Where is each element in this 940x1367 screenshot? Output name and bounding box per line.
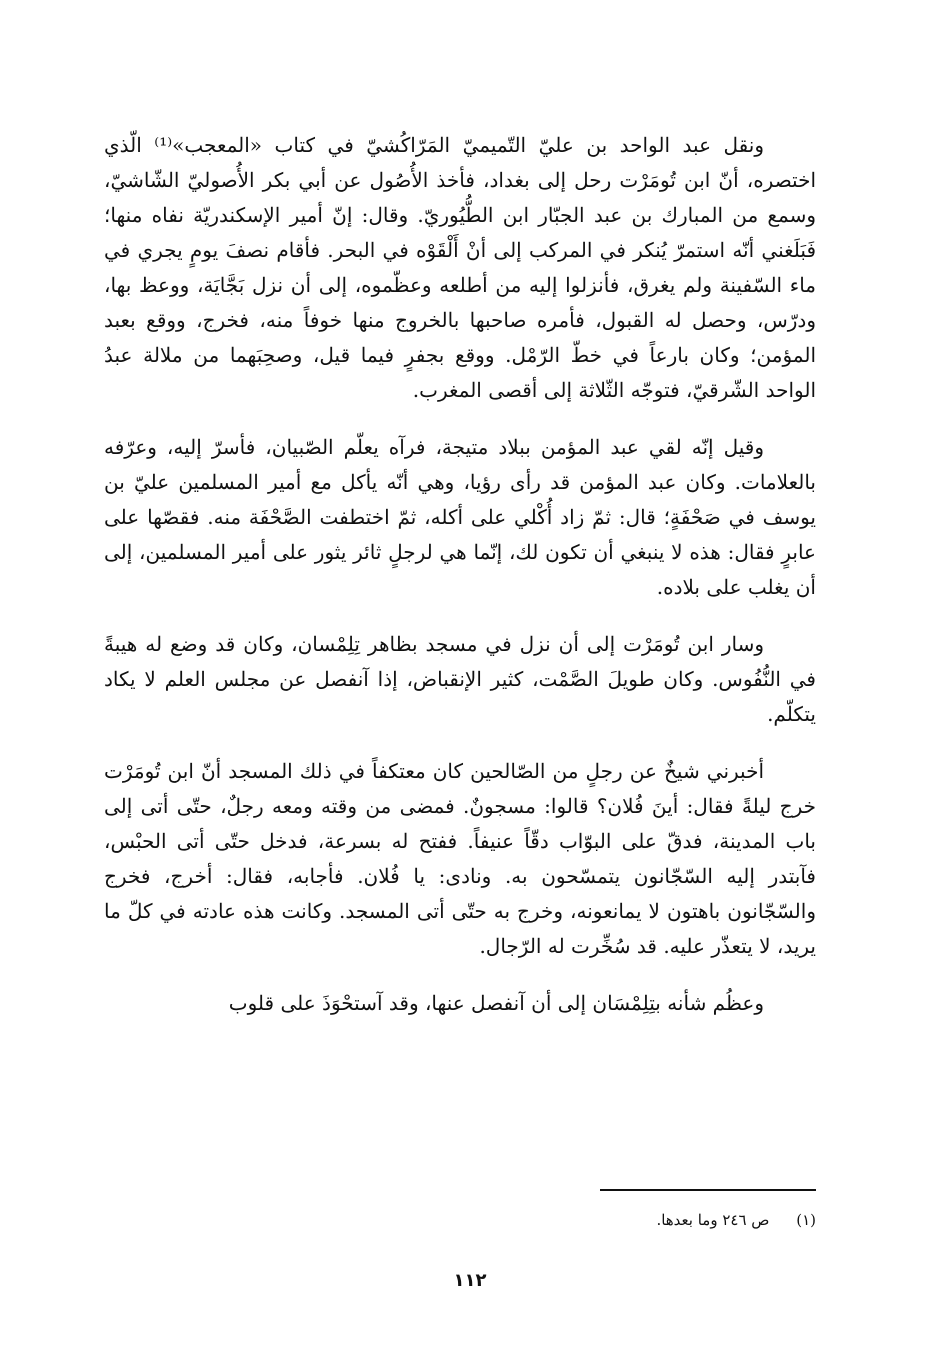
footnote-text: ص ٢٤٦ وما بعدها.	[656, 1211, 770, 1229]
page-number: ١١٢	[453, 1270, 487, 1291]
main-text	[104, 128, 816, 1039]
paragraph-2: وقيل إنّه لقي عبد المؤمن ببلاد متيجة، فرآه يعلّم الصّبيان، فأسرّ إليه، وعرّفه بالعلامات. وكان عبد المؤمن قد رأى رؤيا، وهي أنّه يأكل مع أمير المسلمين عليّ بن يوسف في صَحْفَةٍ؛ قال: ثمّ زاد أُكْلي على أكله، ثمّ اختطفت الصَّحْفَة منه. فقصّها على عابرٍ فقال: هذه لا ينبغي أن تكون لك، إنّما هي لرجلٍ ثائر يثور على أمير المسلمين، إلى أن يغلب على بلاده.	[104, 435, 816, 599]
footnote-divider	[600, 1189, 816, 1191]
footnote-number: (١)	[796, 1211, 816, 1229]
paragraph-5: وعظُم شأنه بتِلِمْسَان إلى أن آنفصل عنها، وقد آستحْوَذَ على قلوب	[228, 991, 764, 1015]
paragraph-4: أخبرني شيخٌ عن رجلٍ من الصّالحين كان معتكفاً في ذلك المسجد أنّ ابن تُومَرْت خرج ليلةً فقال: أينَ فُلان؟ قالوا: مسجونٌ. فمضى من وقته ومعه رجلٌ، حتّى أتى إلى باب المدينة، فدقّ على البوّاب دقّاً عنيفاً. ففتح له بسرعة، فدخل حتّى أتى الحبْس، فآبتدر إليه السّجّانون يتمسّحون به. ونادى: يا فُلان. فأجابه، فقال: أخرج، فخرج والسّجّانون باهتون لا يمانعونه، وخرج به حتّى أتى المسجد. وكانت هذه عادته في كلّ ما يريد، لا يتعذّر عليه. قد سُخِّرت له الرّجال.	[104, 759, 816, 958]
paragraph-1: ونقل عبد الواحد بن عليّ التّميميّ المَرّاكُشيّ في كتاب «المعجب»⁽¹⁾ الّذي اختصره، أنّ ابن تُومَرْت رحل إلى بغداد، فأخذ الأُصُول عن أبي بكر الأُصوليّ الشّاشيّ، وسمع من المبارك بن عبد الجبّار ابن الطُّيُوريّ. وقال: إنّ أمير الإسكندريّة نفاه منها؛ فَبَلَغني أنّه استمرّ يُنكر في المركب إلى أنْ أَلْقَوْه في البحر. فأقام نصفَ يومٍ يجري في ماء السّفينة ولم يغرق، فأنزلوا إليه من أطلعه وعظّموه، إلى أن نزل بَجَّايَة، ووعظ بها، ودرّس، وحصل له القبول، فأمره صاحبها بالخروج منها خوفاً منه، فخرج، ووقع بعبد المؤمن؛ وكان بارعاً في خطّ الرّمْل. ووقع بجفرٍ فيما قيل، وصحِبَهما من ملالة عبدُ الواحد الشّرقيّ، فتوجّه الثّلاثة إلى أقصى المغرب.	[104, 133, 817, 402]
footnote	[520, 1208, 816, 1232]
paragraph-3: وسار ابن تُومَرْت إلى أن نزل في مسجد بظاهر تِلِمْسان، وكان قد وضع له هيبةً في النُّفُوس. وكان طويلَ الصَّمْت، كثير الإنقباض، إذا آنفصل عن مجلس العلم لا يكاد يتكلّم.	[104, 632, 816, 726]
